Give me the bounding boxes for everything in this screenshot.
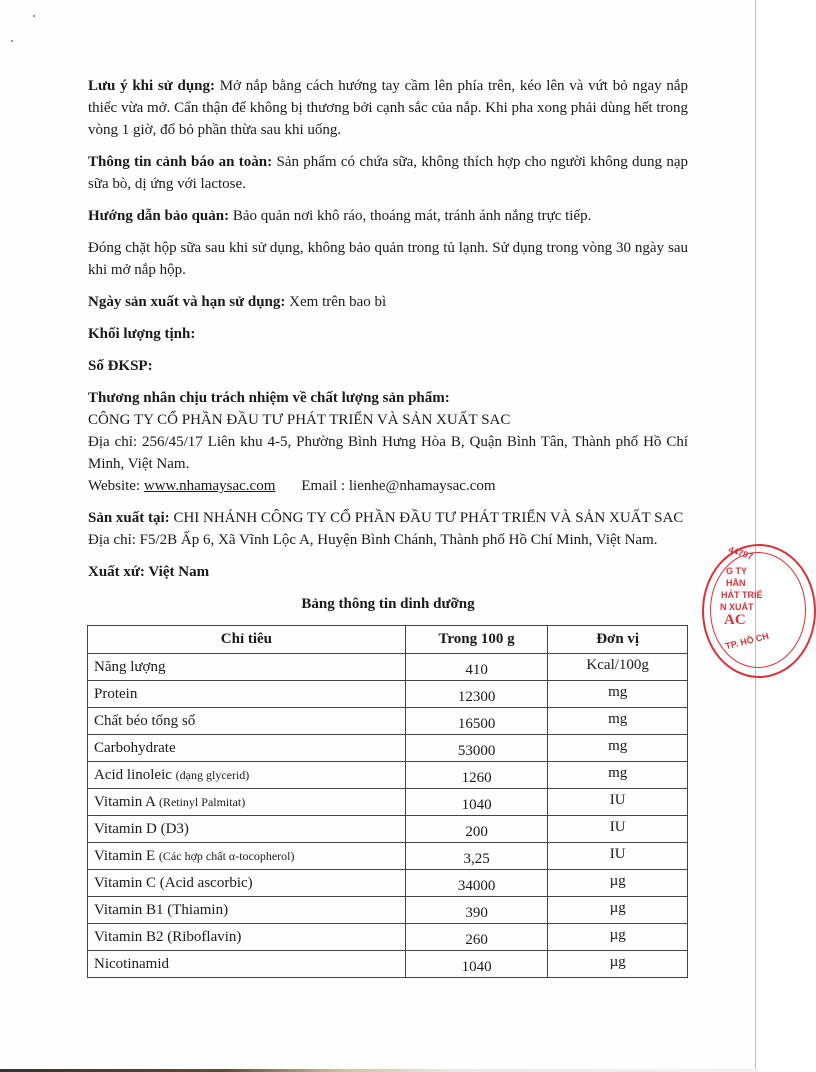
nutrient-value-text: 410 bbox=[465, 661, 488, 678]
nutrient-name bbox=[88, 924, 406, 951]
nutrient-unit-text: mg bbox=[608, 737, 628, 754]
nutrient-unit-text: Kcal/100g bbox=[586, 656, 649, 673]
nutrient-value-text: 1260 bbox=[461, 769, 492, 786]
nutrient-label: Năng lượng bbox=[94, 658, 166, 675]
table-row bbox=[88, 843, 688, 870]
registration-label: Số ĐKSP: bbox=[88, 358, 153, 374]
nutrient-value-text: 34000 bbox=[457, 877, 496, 894]
table-row bbox=[88, 654, 688, 681]
nutrient-label: Vitamin C (Acid ascorbic) bbox=[94, 874, 253, 891]
header-indicator: Chỉ tiêu bbox=[88, 626, 406, 654]
website-link[interactable]: www.nhamaysac.com bbox=[143, 478, 276, 494]
nutrient-value-text: 200 bbox=[465, 823, 488, 840]
email-address[interactable]: lienhe@nhamaysac.com bbox=[348, 478, 496, 494]
table-row bbox=[88, 735, 688, 762]
nutrient-value bbox=[405, 708, 548, 735]
nutrient-unit bbox=[548, 816, 688, 843]
nutrient-value bbox=[405, 951, 548, 978]
nutrient-name bbox=[88, 789, 406, 816]
origin-info bbox=[88, 561, 688, 583]
trader-info bbox=[88, 387, 688, 497]
nutrient-name bbox=[88, 654, 406, 681]
stamp-text: HÁT TRIỂ bbox=[721, 590, 763, 600]
trader-company: CÔNG TY CỔ PHẦN ĐẦU TƯ PHÁT TRIỂN VÀ SẢN XUẤT SAC bbox=[88, 412, 511, 428]
nutrient-value-text: 260 bbox=[465, 931, 488, 948]
nutrient-value bbox=[405, 870, 548, 897]
nutrient-name bbox=[88, 762, 406, 789]
nutrient-label: Vitamin D (D3) bbox=[94, 820, 189, 837]
nutrient-label: Protein bbox=[94, 685, 138, 702]
nutrient-unit bbox=[548, 897, 688, 924]
nutrient-unit bbox=[548, 654, 688, 681]
stamp-text: AC bbox=[724, 612, 746, 628]
nutrient-label: Vitamin E bbox=[94, 847, 159, 864]
nutrient-unit-text: µg bbox=[609, 872, 626, 889]
nutrient-unit-text: mg bbox=[608, 764, 628, 781]
nutrient-unit-text: mg bbox=[608, 710, 628, 727]
nutrient-value bbox=[405, 735, 548, 762]
scan-speck bbox=[11, 40, 13, 42]
dates-info bbox=[88, 291, 688, 313]
stamp-text: HẦN bbox=[726, 578, 746, 588]
product-info bbox=[88, 75, 688, 583]
nutrient-value-text: 12300 bbox=[457, 688, 496, 705]
nutrient-label: Acid linoleic bbox=[94, 766, 176, 783]
table-row bbox=[88, 789, 688, 816]
nutrient-unit bbox=[548, 924, 688, 951]
nutrition-table-title: Bảng thông tin dinh dưỡng bbox=[301, 596, 475, 612]
usage-note bbox=[88, 75, 688, 141]
nutrient-unit-text: µg bbox=[609, 899, 626, 916]
nutrient-value-text: 16500 bbox=[457, 715, 496, 732]
table-header-row bbox=[88, 626, 688, 654]
usage-note-label: Lưu ý khi sử dụng: bbox=[88, 78, 216, 94]
nutrient-unit bbox=[548, 870, 688, 897]
table-row bbox=[88, 816, 688, 843]
nutrient-label: Carbohydrate bbox=[94, 739, 176, 756]
header-unit: Đơn vị bbox=[548, 626, 688, 654]
table-row bbox=[88, 870, 688, 897]
nutrient-unit-text: µg bbox=[609, 953, 626, 970]
nutrient-unit-text: IU bbox=[609, 791, 626, 808]
website-label: Website: bbox=[88, 478, 144, 494]
nutrient-value bbox=[405, 762, 548, 789]
nutrient-unit-text: IU bbox=[609, 818, 626, 835]
dates-text: Xem trên bao bì bbox=[285, 294, 387, 310]
storage-label: Hướng dẫn bảo quản: bbox=[88, 208, 230, 224]
table-row bbox=[88, 924, 688, 951]
nutrient-unit-text: IU bbox=[609, 845, 626, 862]
nutrient-name bbox=[88, 897, 406, 924]
nutrient-note: (dạng glycerid) bbox=[175, 767, 250, 782]
manufacturer-info bbox=[88, 507, 688, 551]
nutrient-name bbox=[88, 870, 406, 897]
nutrient-label: Vitamin A bbox=[94, 793, 159, 810]
usage-note-text: Mở nắp bằng cách hướng tay cầm lên phía trên, kéo lên và vứt bỏ ngay nắp thiếc vừa mở. Cẩn thận để không bị thương bởi cạnh sắc của nắp. Khi pha xong phải dùng hết trong vòng 1 giờ, đổ bỏ phần thừa sau khi uống. bbox=[88, 78, 689, 138]
nutrient-name bbox=[88, 951, 406, 978]
nutrient-unit bbox=[548, 681, 688, 708]
table-row bbox=[88, 708, 688, 735]
nutrient-unit bbox=[548, 951, 688, 978]
nutrient-value bbox=[405, 924, 548, 951]
nutrient-value-text: 3,25 bbox=[463, 850, 490, 867]
nutrient-unit-text: mg bbox=[608, 683, 628, 700]
trader-contact bbox=[88, 475, 688, 497]
stamp-text: G TY bbox=[726, 566, 748, 576]
manufacturer-label: Sản xuất tại: bbox=[88, 510, 170, 526]
nutrient-unit bbox=[548, 843, 688, 870]
table-row bbox=[88, 897, 688, 924]
stamp-text: 44797 bbox=[727, 544, 755, 562]
nutrient-value bbox=[405, 789, 548, 816]
manufacturer-address: Địa chỉ: F5/2B Ấp 6, Xã Vĩnh Lộc A, Huyện Bình Chánh, Thành phố Hồ Chí Minh, Việt Nam. bbox=[88, 532, 658, 548]
storage-instructions bbox=[88, 205, 688, 227]
nutrient-label: Chất béo tổng số bbox=[94, 712, 196, 729]
origin-label: Xuất xứ: bbox=[88, 564, 145, 580]
nutrient-value-text: 1040 bbox=[461, 796, 492, 813]
nutrition-table bbox=[87, 625, 688, 978]
nutrient-name bbox=[88, 681, 406, 708]
table-row bbox=[88, 762, 688, 789]
company-stamp bbox=[722, 536, 782, 676]
storage-extra: Đóng chặt hộp sữa sau khi sử dụng, không bảo quản trong tủ lạnh. Sử dụng trong vòng 30 ngày sau khi mở nắp hộp. bbox=[88, 240, 688, 278]
manufacturer-text: CHI NHÁNH CÔNG TY CỔ PHẦN ĐẦU TƯ PHÁT TRIỂN VÀ SẢN XUẤT SAC bbox=[169, 510, 684, 526]
nutrient-unit bbox=[548, 762, 688, 789]
net-weight-label: Khối lượng tịnh: bbox=[88, 326, 196, 342]
scan-speck bbox=[33, 15, 35, 17]
nutrient-value-text: 390 bbox=[465, 904, 488, 921]
safety-warning-label: Thông tin cảnh báo an toàn: bbox=[88, 154, 273, 170]
nutrient-unit bbox=[548, 735, 688, 762]
nutrient-value bbox=[405, 816, 548, 843]
nutrient-value bbox=[405, 843, 548, 870]
nutrient-name bbox=[88, 843, 406, 870]
table-row bbox=[88, 681, 688, 708]
header-per-100g: Trong 100 g bbox=[405, 626, 548, 654]
registration-number bbox=[88, 355, 688, 377]
nutrient-value bbox=[405, 654, 548, 681]
nutrient-unit bbox=[548, 789, 688, 816]
trader-address: Địa chỉ: 256/45/17 Liên khu 4-5, Phường Bình Hưng Hòa B, Quận Bình Tân, Thành phố Hồ Chí Minh, Việt Nam. bbox=[88, 434, 688, 472]
nutrient-unit-text: µg bbox=[609, 926, 626, 943]
table-row bbox=[88, 951, 688, 978]
nutrient-note: (Các hợp chất α-tocopherol) bbox=[158, 848, 295, 863]
nutrient-value bbox=[405, 681, 548, 708]
net-weight bbox=[88, 323, 688, 345]
safety-warning-text: Sản phẩm có chứa sữa, không thích hợp cho người không dung nạp sữa bò, dị ứng với lactose. bbox=[88, 154, 688, 192]
storage-text: Bảo quản nơi khô ráo, thoáng mát, tránh ánh nắng trực tiếp. bbox=[229, 208, 592, 224]
dates-label: Ngày sản xuất và hạn sử dụng: bbox=[88, 294, 286, 310]
stamp-text: N XUẤT bbox=[720, 602, 754, 612]
safety-warning bbox=[88, 151, 688, 195]
nutrient-value bbox=[405, 897, 548, 924]
nutrient-label: Vitamin B1 (Thiamin) bbox=[94, 901, 229, 918]
email-label: Email : bbox=[301, 478, 349, 494]
nutrient-unit bbox=[548, 708, 688, 735]
nutrient-name bbox=[88, 816, 406, 843]
nutrient-name bbox=[88, 708, 406, 735]
nutrient-value-text: 53000 bbox=[457, 742, 496, 759]
nutrient-value-text: 1040 bbox=[461, 958, 492, 975]
manufacturer-line bbox=[88, 507, 688, 529]
nutrient-name bbox=[88, 735, 406, 762]
origin-text: Việt Nam bbox=[144, 564, 210, 580]
nutrient-label: Vitamin B2 (Riboflavin) bbox=[94, 928, 242, 945]
trader-label: Thương nhân chịu trách nhiệm về chất lượng sản phẩm: bbox=[88, 390, 450, 406]
nutrient-label: Nicotinamid bbox=[94, 955, 169, 972]
stamp-text: TP. HỒ CH bbox=[724, 630, 770, 652]
nutrient-note: (Retinyl Palmitat) bbox=[158, 794, 246, 809]
